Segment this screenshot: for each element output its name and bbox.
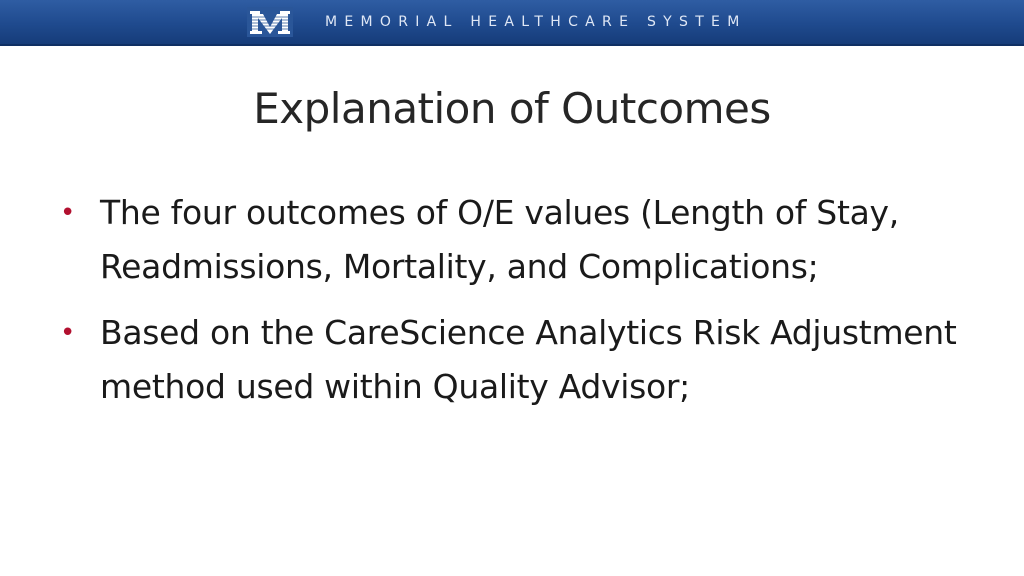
bullet-text: Based on the CareScience Analytics Risk Adjustment method used within Quality Advisor; xyxy=(100,313,957,406)
bullet-list xyxy=(60,186,960,426)
bullet-text: The four outcomes of O/E values (Length of Stay, Readmissions, Mortality, and Complications; xyxy=(100,193,899,286)
org-name: MEMORIAL HEALTHCARE SYSTEM xyxy=(325,14,747,30)
memorial-m-logo-icon xyxy=(247,7,293,37)
bullet-item xyxy=(60,186,960,294)
header-bar xyxy=(0,0,1024,46)
bullet-dot-icon: • xyxy=(60,198,76,228)
bullet-dot-icon: • xyxy=(60,318,76,348)
slide-title: Explanation of Outcomes xyxy=(253,84,771,133)
bullet-item xyxy=(60,306,960,414)
